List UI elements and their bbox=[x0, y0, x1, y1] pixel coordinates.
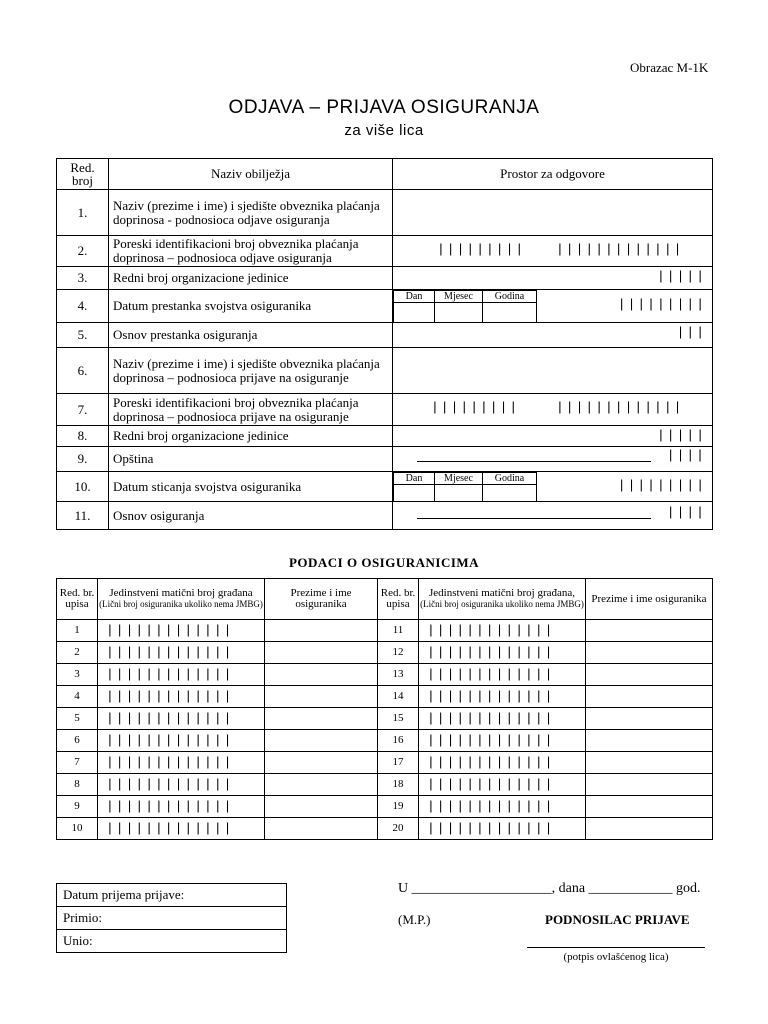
row-num-left: 1 bbox=[57, 620, 98, 642]
row-num-left: 2 bbox=[57, 642, 98, 664]
name-field[interactable] bbox=[586, 620, 713, 642]
insured-table bbox=[56, 578, 713, 840]
header-prostor: Prostor za odgovore bbox=[393, 159, 713, 190]
year-label: Godina bbox=[483, 473, 537, 485]
header-jmbg bbox=[98, 579, 265, 620]
row-num: 6. bbox=[57, 348, 109, 394]
row-num-left: 4 bbox=[57, 686, 98, 708]
insured-row bbox=[57, 664, 713, 686]
row-num-right: 12 bbox=[378, 642, 419, 664]
jmbg-field[interactable]: ||||||||||||| bbox=[98, 686, 265, 708]
year-cell[interactable] bbox=[483, 485, 537, 502]
pib-ticks-a: ||||||||| bbox=[437, 242, 526, 257]
row-num: 2. bbox=[57, 236, 109, 267]
header-red-br-upisa: Red. br. upisa bbox=[378, 579, 419, 620]
insured-row bbox=[57, 730, 713, 752]
row-num: 5. bbox=[57, 323, 109, 348]
name-field[interactable] bbox=[265, 796, 378, 818]
form-code: Obrazac M-1K bbox=[630, 60, 709, 75]
row-label: Naziv (prezime i ime) i sjedište obveznika plaćanja doprinosa – podnosioca prijave na osiguranje bbox=[109, 348, 393, 394]
jmbg-field[interactable]: ||||||||||||| bbox=[98, 620, 265, 642]
row-label: Osnov osiguranja bbox=[109, 502, 393, 530]
jmbg-field[interactable]: ||||||||||||| bbox=[98, 818, 265, 840]
form-title: ODJAVA – PRIJAVA OSIGURANJA bbox=[228, 97, 540, 118]
row-3 bbox=[57, 267, 713, 290]
name-field[interactable] bbox=[265, 818, 378, 840]
row-label: Osnov prestanka osiguranja bbox=[109, 323, 393, 348]
signature-line[interactable] bbox=[527, 947, 705, 948]
jmbg-field[interactable]: ||||||||||||| bbox=[98, 774, 265, 796]
name-field[interactable] bbox=[265, 686, 378, 708]
jmbg-field[interactable]: ||||||||||||| bbox=[419, 774, 586, 796]
row-2 bbox=[57, 236, 713, 267]
row-num: 8. bbox=[57, 426, 109, 447]
pib-ticks-a: ||||||||| bbox=[431, 400, 520, 415]
row-num-right: 14 bbox=[378, 686, 419, 708]
row-num-right: 20 bbox=[378, 818, 419, 840]
row-num-right: 11 bbox=[378, 620, 419, 642]
answer-field-1[interactable] bbox=[393, 190, 713, 236]
answer-field-5[interactable] bbox=[393, 323, 713, 348]
row-10 bbox=[57, 472, 713, 502]
answer-field-7[interactable] bbox=[393, 394, 713, 426]
row-label: Redni broj organizacione jedinice bbox=[109, 426, 393, 447]
insured-row bbox=[57, 752, 713, 774]
name-field[interactable] bbox=[586, 642, 713, 664]
row-num-right: 19 bbox=[378, 796, 419, 818]
jmbg-note: (Lični broj osiguranika ukoliko nema JMBG) bbox=[420, 599, 584, 609]
insured-row bbox=[57, 620, 713, 642]
row-num-right: 15 bbox=[378, 708, 419, 730]
org-ticks: ||||| bbox=[656, 428, 706, 443]
row-num-left: 9 bbox=[57, 796, 98, 818]
day-cell[interactable] bbox=[394, 485, 435, 502]
header-name: Prezime i ime osiguranika bbox=[265, 579, 378, 620]
answer-field-2[interactable] bbox=[393, 236, 713, 267]
row-6 bbox=[57, 348, 713, 394]
jmbg-field[interactable]: ||||||||||||| bbox=[98, 796, 265, 818]
name-field[interactable] bbox=[586, 708, 713, 730]
day-label: Dan bbox=[394, 291, 435, 303]
month-cell[interactable] bbox=[435, 485, 483, 502]
row-num-left: 7 bbox=[57, 752, 98, 774]
opstina-ticks: |||| bbox=[666, 448, 706, 463]
row-num: 7. bbox=[57, 394, 109, 426]
row-label: Poreski identifikacioni broj obveznika plaćanja doprinosa – podnosioca prijave na osiguranje bbox=[109, 394, 393, 426]
opstina-line bbox=[417, 461, 651, 462]
jmbg-field[interactable]: ||||||||||||| bbox=[419, 620, 586, 642]
name-field[interactable] bbox=[586, 730, 713, 752]
row-num: 4. bbox=[57, 290, 109, 323]
row-label: Datum prestanka svojstva osiguranika bbox=[109, 290, 393, 323]
row-num-right: 13 bbox=[378, 664, 419, 686]
received-date-field[interactable]: Datum prijema prijave: bbox=[57, 884, 287, 907]
insured-row bbox=[57, 642, 713, 664]
signature-caption: (potpis ovlašćenog lica) bbox=[563, 951, 669, 963]
row-num-right: 17 bbox=[378, 752, 419, 774]
place-date-line[interactable]: U ____________________, dana ____________ god. bbox=[398, 881, 701, 896]
answer-field-3[interactable] bbox=[393, 267, 713, 290]
office-use-table bbox=[56, 883, 287, 953]
name-field[interactable] bbox=[265, 664, 378, 686]
header-jmbg bbox=[419, 579, 586, 620]
month-label: Mjesec bbox=[435, 473, 483, 485]
row-num-left: 10 bbox=[57, 818, 98, 840]
stamp-label: (M.P.) bbox=[398, 912, 431, 927]
row-1 bbox=[57, 190, 713, 236]
org-ticks: ||||| bbox=[656, 269, 706, 284]
answer-field-11[interactable] bbox=[393, 502, 713, 530]
row-label: Poreski identifikacioni broj obveznika plaćanja doprinosa – podnosioca odjave osiguranja bbox=[109, 236, 393, 267]
row-num-left: 6 bbox=[57, 730, 98, 752]
pib-ticks-b: ||||||||||||| bbox=[556, 242, 684, 257]
row-num-left: 3 bbox=[57, 664, 98, 686]
insured-row bbox=[57, 796, 713, 818]
header-naziv: Naziv obilježja bbox=[109, 159, 393, 190]
row-num-left: 5 bbox=[57, 708, 98, 730]
row-label: Redni broj organizacione jedinice bbox=[109, 267, 393, 290]
jmbg-field[interactable]: ||||||||||||| bbox=[98, 752, 265, 774]
row-8 bbox=[57, 426, 713, 447]
row-num: 9. bbox=[57, 447, 109, 472]
jmbg-field[interactable]: ||||||||||||| bbox=[419, 796, 586, 818]
jmbg-field[interactable]: ||||||||||||| bbox=[98, 730, 265, 752]
jmbg-field[interactable]: ||||||||||||| bbox=[98, 664, 265, 686]
row-num: 10. bbox=[57, 472, 109, 502]
jmbg-field[interactable]: ||||||||||||| bbox=[419, 686, 586, 708]
jmbg-field[interactable]: ||||||||||||| bbox=[419, 664, 586, 686]
row-num-right: 18 bbox=[378, 774, 419, 796]
day-cell[interactable] bbox=[394, 303, 435, 323]
jmbg-field[interactable]: ||||||||||||| bbox=[98, 642, 265, 664]
row-num-left: 8 bbox=[57, 774, 98, 796]
year-label: Godina bbox=[483, 291, 537, 303]
name-field[interactable] bbox=[265, 730, 378, 752]
answer-field-9[interactable] bbox=[393, 447, 713, 472]
name-field[interactable] bbox=[265, 642, 378, 664]
section-title: PODACI O OSIGURANICIMA bbox=[288, 555, 480, 570]
row-num-right: 16 bbox=[378, 730, 419, 752]
name-field[interactable] bbox=[586, 796, 713, 818]
day-label: Dan bbox=[394, 473, 435, 485]
received-by-field[interactable]: Primio: bbox=[57, 907, 287, 930]
date-ticks: ||||||||| bbox=[617, 478, 706, 493]
row-7 bbox=[57, 394, 713, 426]
row-11 bbox=[57, 502, 713, 530]
name-field[interactable] bbox=[265, 620, 378, 642]
jmbg-note: (Lični broj osiguranika ukoliko nema JMBG) bbox=[99, 599, 263, 609]
jmbg-field[interactable]: ||||||||||||| bbox=[419, 730, 586, 752]
row-label: Naziv (prezime i ime) i sjedište obveznika plaćanja doprinosa - podnosioca odjave osiguranja bbox=[109, 190, 393, 236]
name-field[interactable] bbox=[586, 818, 713, 840]
jmbg-field[interactable]: ||||||||||||| bbox=[419, 818, 586, 840]
date-grid bbox=[393, 290, 537, 323]
insured-row bbox=[57, 686, 713, 708]
form-subtitle: za više lica bbox=[344, 122, 424, 139]
jmbg-title: Jedinstveni matični broj građana bbox=[109, 587, 253, 599]
row-5 bbox=[57, 323, 713, 348]
insured-row bbox=[57, 818, 713, 840]
answer-field-4[interactable] bbox=[393, 290, 713, 323]
header-red-br-upisa: Red. br. upisa bbox=[57, 579, 98, 620]
basis-line bbox=[417, 518, 651, 519]
answer-field-10[interactable] bbox=[393, 472, 713, 502]
name-field[interactable] bbox=[586, 774, 713, 796]
name-field[interactable] bbox=[586, 752, 713, 774]
date-grid bbox=[393, 472, 537, 502]
jmbg-field[interactable]: ||||||||||||| bbox=[419, 708, 586, 730]
name-field[interactable] bbox=[586, 686, 713, 708]
jmbg-field[interactable]: ||||||||||||| bbox=[419, 752, 586, 774]
submitter-label: PODNOSILAC PRIJAVE bbox=[545, 912, 690, 927]
name-field[interactable] bbox=[265, 752, 378, 774]
row-4 bbox=[57, 290, 713, 323]
pib-ticks-b: ||||||||||||| bbox=[556, 400, 684, 415]
insured-rows bbox=[57, 620, 713, 840]
row-num: 1. bbox=[57, 190, 109, 236]
name-field[interactable] bbox=[586, 664, 713, 686]
year-cell[interactable] bbox=[483, 303, 537, 323]
month-cell[interactable] bbox=[435, 303, 483, 323]
basis-ticks: |||| bbox=[666, 505, 706, 520]
header-red-broj: Red. broj bbox=[57, 159, 109, 190]
insured-row bbox=[57, 708, 713, 730]
header-name: Prezime i ime osiguranika bbox=[586, 579, 713, 620]
row-num: 11. bbox=[57, 502, 109, 530]
answer-field-6[interactable] bbox=[393, 348, 713, 394]
jmbg-field[interactable]: ||||||||||||| bbox=[98, 708, 265, 730]
month-label: Mjesec bbox=[435, 291, 483, 303]
name-field[interactable] bbox=[265, 708, 378, 730]
date-ticks: ||||||||| bbox=[617, 297, 706, 312]
jmbg-title: Jedinstveni matični broj građana, bbox=[428, 587, 575, 599]
row-label: Opština bbox=[109, 447, 393, 472]
name-field[interactable] bbox=[265, 774, 378, 796]
answer-field-8[interactable] bbox=[393, 426, 713, 447]
row-9 bbox=[57, 447, 713, 472]
insured-row bbox=[57, 774, 713, 796]
basis-ticks: ||| bbox=[676, 325, 706, 340]
row-label: Datum sticanja svojstva osiguranika bbox=[109, 472, 393, 502]
row-num: 3. bbox=[57, 267, 109, 290]
entered-by-field[interactable]: Unio: bbox=[57, 930, 287, 953]
jmbg-field[interactable]: ||||||||||||| bbox=[419, 642, 586, 664]
main-table-header bbox=[57, 159, 713, 190]
main-form-table bbox=[56, 158, 713, 530]
insured-header bbox=[57, 579, 713, 620]
